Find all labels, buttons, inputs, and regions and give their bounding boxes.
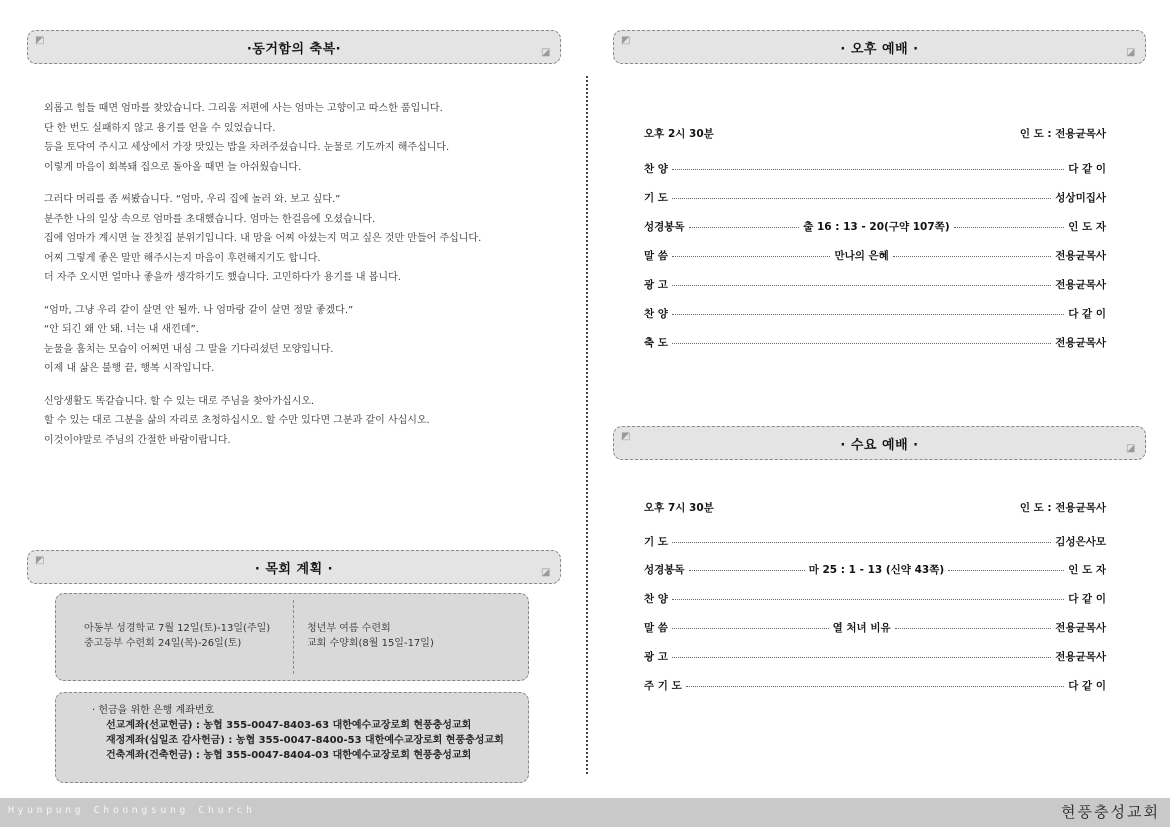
order-label: 성경봉독: [644, 221, 685, 233]
order-row: [644, 183, 1106, 212]
essay-line: 집에 엄마가 계시면 늘 잔칫집 분위기입니다. 내 맘을 어찌 아셨는지 먹고 싶은 것만 만들어 주십니다.: [44, 233, 482, 244]
essay-header: [27, 30, 561, 64]
order-label: 축 도: [644, 337, 668, 349]
essay-line: “안 되긴 왜 안 돼. 너는 내 새낀데”.: [44, 324, 199, 335]
order-row: [644, 241, 1106, 270]
service-time-row: [644, 498, 1106, 518]
dot-leader: [672, 198, 1051, 199]
order-row: [644, 528, 1106, 555]
essay-line: 더 자주 오시면 얼마나 좋을까 생각하기도 했습니다. 고민하다가 용기를 내 봅니다.: [44, 272, 401, 283]
order-value: 전용균목사: [1055, 651, 1106, 663]
essay-line: 등을 토닥여 주시고 세상에서 가장 맛있는 밥을 차려주셨습니다. 눈물로 기도까지 해주십니다.: [44, 142, 450, 153]
corner-ornament-icon: ◩: [621, 431, 631, 442]
essay-line: 외롭고 힘들 때면 엄마를 찾았습니다. 그리움 저편에 사는 엄마는 고향이고 따스한 품입니다.: [44, 103, 443, 114]
dot-leader: [672, 343, 1051, 344]
order-row: [644, 555, 1106, 584]
wednesday-header: [613, 426, 1146, 460]
dot-leader: [672, 169, 1064, 170]
essay-body: [44, 99, 544, 463]
dot-leader: [689, 570, 805, 571]
order-label: 주 기 도: [644, 680, 682, 692]
order-label: 찬 양: [644, 308, 668, 320]
plan-divider: [293, 600, 294, 674]
plan-item: 아동부 성경학교 7월 12일(토)-13일(주일): [84, 623, 271, 634]
order-value: 인 도 자: [1068, 564, 1107, 576]
plan-item: 교회 수양회(8월 15일-17일): [307, 638, 434, 649]
order-row: [644, 584, 1106, 613]
dot-leader: [672, 285, 1051, 286]
order-value: 김성은사모: [1055, 536, 1106, 548]
essay-paragraph: [44, 301, 544, 379]
essay-title: ·동거함의 축복·: [246, 41, 342, 57]
order-value: 전용균목사: [1055, 250, 1107, 262]
corner-ornament-icon: ◪: [1126, 47, 1136, 58]
order-row: [644, 642, 1106, 671]
dot-leader: [672, 657, 1051, 658]
plan-title: · 목회 계획 ·: [254, 561, 334, 577]
order-label: 광 고: [644, 651, 668, 663]
order-value: 전용균목사: [1055, 337, 1106, 349]
service-leader: 인 도 : 전용균목사: [1019, 128, 1106, 140]
bank-title: · 헌금을 위한 은행 계좌번호: [92, 705, 215, 716]
essay-line: “엄마, 그냥 우리 같이 살면 안 될까. 나 엄마랑 같이 살면 정말 좋겠다.”: [44, 304, 354, 316]
order-label: 찬 양: [644, 163, 668, 175]
order-label: 광 고: [644, 279, 668, 291]
service-time: 오후 7시 30분: [644, 502, 714, 514]
dot-leader: [893, 256, 1051, 257]
order-detail: 출 16 : 13 - 20(구약 107쪽): [803, 221, 950, 233]
essay-paragraph: [44, 190, 544, 288]
order-value: 다 같 이: [1068, 680, 1106, 692]
essay-line: 할 수 있는 대로 그분을 삶의 자리로 초청하십시오. 할 수만 있다면 그분과 같이 사십시오.: [44, 415, 430, 426]
corner-ornament-icon: ◩: [35, 35, 45, 46]
bank-info: [92, 703, 504, 763]
order-detail: 마 25 : 1 - 13 (신약 43쪽): [808, 564, 945, 576]
order-row: [644, 270, 1106, 299]
wednesday-title: · 수요 예배 ·: [840, 437, 919, 453]
bank-account-line: 재정계좌(십일조 감사헌금) : 농협 355-0047-8400-53 대한예수교장로회 현풍충성교회: [106, 735, 504, 746]
essay-paragraph: [44, 99, 544, 177]
plan-item: 청년부 여름 수련회: [307, 623, 391, 634]
order-row: [644, 154, 1106, 183]
corner-ornament-icon: ◩: [621, 35, 631, 46]
order-label: 기 도: [644, 192, 668, 204]
bank-box: [55, 692, 529, 783]
dot-leader: [672, 542, 1051, 543]
plan-right-column: [307, 621, 434, 651]
dot-leader: [686, 686, 1065, 687]
afternoon-order: [644, 124, 1106, 357]
plan-box: [55, 593, 529, 681]
afternoon-header: [613, 30, 1146, 64]
essay-line: 어찌 그렇게 좋은 말만 해주시는지 마음이 후련해지기도 합니다.: [44, 252, 321, 264]
dot-leader: [672, 628, 829, 629]
service-leader: 인 도 : 전용균목사: [1019, 502, 1106, 514]
order-value: 다 같 이: [1068, 593, 1106, 605]
essay-line: 신앙생활도 똑같습니다. 할 수 있는 대로 주님을 찾아가십시오.: [44, 395, 315, 407]
essay-line: 단 한 번도 실패하지 않고 용기를 얻을 수 있었습니다.: [44, 122, 276, 134]
corner-ornament-icon: ◪: [541, 567, 551, 578]
order-value: 다 같 이: [1068, 308, 1106, 320]
wednesday-order: [644, 498, 1106, 700]
dot-leader: [689, 227, 800, 228]
order-row: [644, 328, 1106, 357]
afternoon-title: · 오후 예배 ·: [840, 41, 919, 57]
essay-line: 이것이야말로 주님의 간절한 바람이랍니다.: [44, 434, 231, 446]
order-detail: 열 처녀 비유: [832, 622, 891, 634]
corner-ornament-icon: ◪: [1126, 443, 1136, 454]
essay-line: 이제 내 삶은 불행 끝, 행복 시작입니다.: [44, 363, 215, 374]
essay-paragraph: [44, 392, 544, 451]
service-time: 오후 2시 30분: [644, 128, 714, 140]
order-value: 인 도 자: [1068, 221, 1106, 233]
order-row: [644, 212, 1106, 241]
dot-leader: [954, 227, 1065, 228]
service-time-row: [644, 124, 1106, 144]
order-value: 다 같 이: [1068, 163, 1106, 175]
dot-leader: [672, 599, 1064, 600]
page-divider: [586, 76, 588, 774]
bank-account-line: 건축계좌(건축헌금) : 농협 355-0047-8404-03 대한예수교장로회 현풍충성교회: [106, 750, 472, 761]
order-row: [644, 299, 1106, 328]
order-label: 찬 양: [644, 593, 668, 605]
order-detail: 만나의 은혜: [834, 250, 889, 262]
order-label: 말 씀: [644, 250, 668, 262]
footer-bar: [0, 798, 1170, 827]
order-label: 말 씀: [644, 622, 668, 634]
order-row: [644, 671, 1106, 700]
plan-item: 중고등부 수련회 24일(목)-26일(토): [84, 638, 242, 649]
order-value: 전용균목사: [1055, 279, 1106, 291]
order-value: 성상미집사: [1055, 192, 1106, 204]
church-name-korean: 현풍충성교회: [1061, 803, 1160, 821]
essay-line: 이렇게 마음이 회복돼 집으로 돌아올 때면 늘 아쉬웠습니다.: [44, 161, 302, 173]
order-value: 전용균목사: [1055, 622, 1107, 634]
order-label: 기 도: [644, 536, 668, 548]
corner-ornament-icon: ◩: [35, 555, 45, 566]
dot-leader: [948, 570, 1064, 571]
corner-ornament-icon: ◪: [541, 47, 551, 58]
church-name-english: Hyunpung Choongsung Church: [8, 805, 256, 816]
bank-account-line: 선교계좌(선교헌금) : 농협 355-0047-8403-63 대한예수교장로회 현풍충성교회: [106, 720, 472, 731]
order-row: [644, 613, 1106, 642]
dot-leader: [672, 256, 830, 257]
essay-line: 그러다 머리를 좀 써봤습니다. “엄마, 우리 집에 놀러 와. 보고 싶다.”: [44, 194, 341, 205]
essay-line: 눈물을 훔치는 모습이 어쩌면 내심 그 말을 기다리셨던 모양입니다.: [44, 343, 334, 355]
order-label: 성경봉독: [644, 564, 685, 576]
plan-header: [27, 550, 561, 584]
essay-line: 분주한 나의 일상 속으로 엄마를 초대했습니다. 엄마는 한걸음에 오셨습니다.: [44, 213, 376, 225]
dot-leader: [672, 314, 1064, 315]
plan-left-column: [84, 621, 270, 651]
dot-leader: [895, 628, 1052, 629]
